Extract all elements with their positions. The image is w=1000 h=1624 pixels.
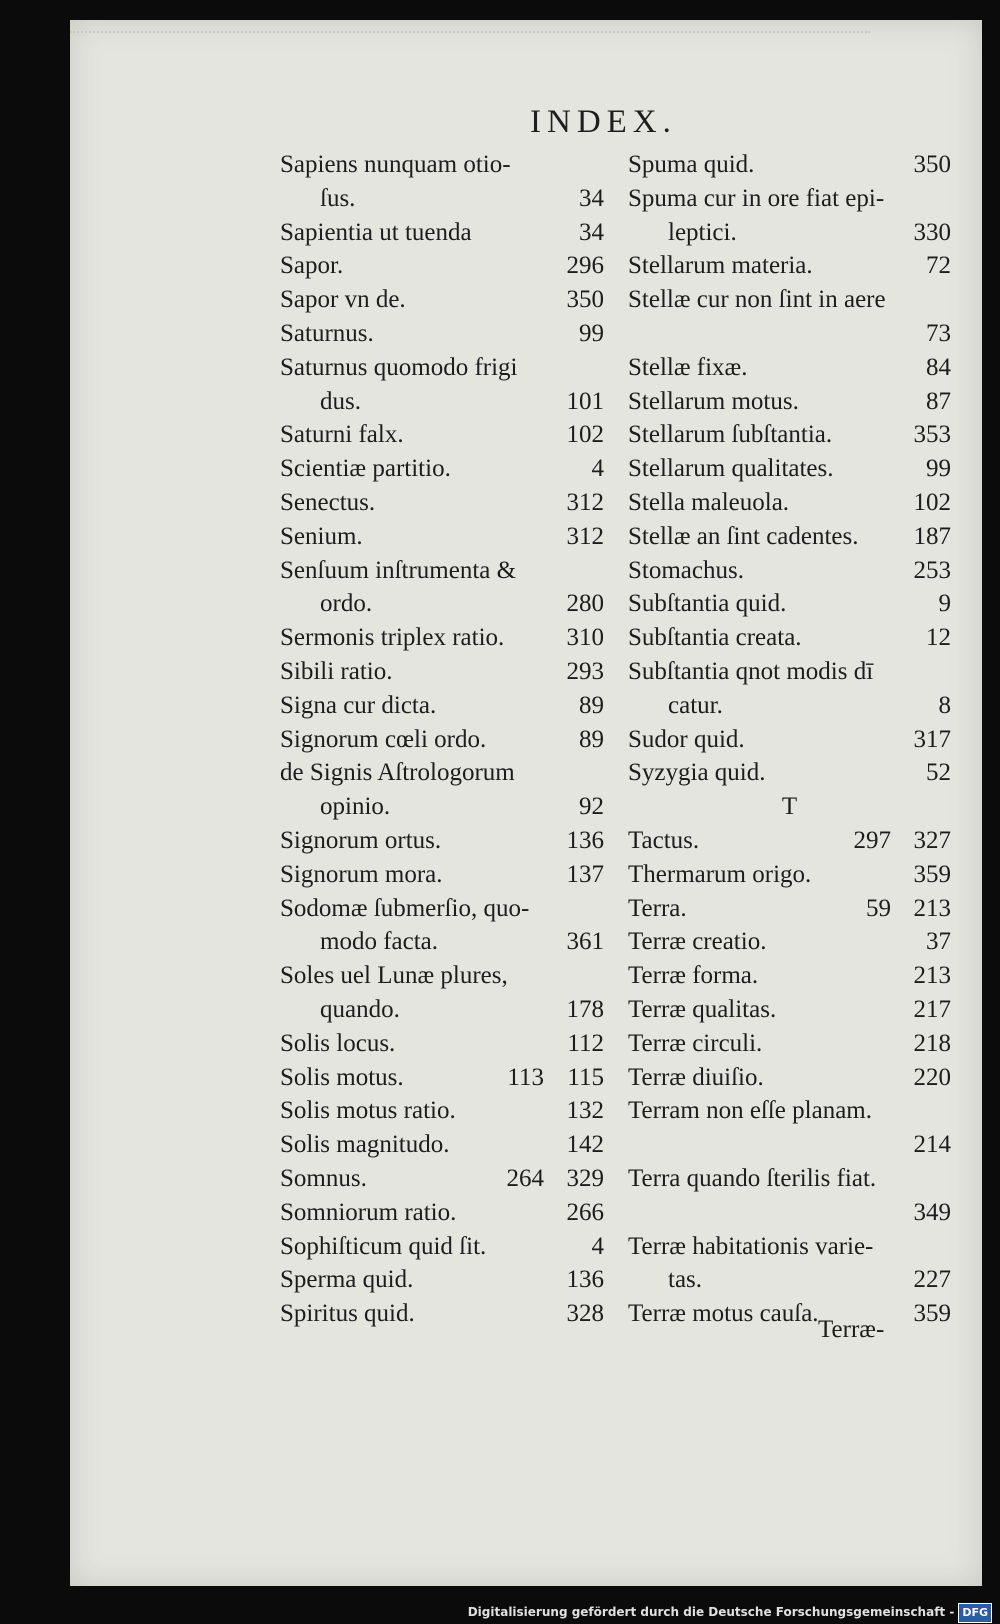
entry-page-ref: 327 (913, 826, 951, 854)
entry-page-ref: 253 (913, 556, 951, 584)
entry-term: de Signis Aſtrologorum (280, 759, 515, 787)
entry-page-ref: 178 (566, 995, 604, 1023)
entry-term: Stellæ an ſint cadentes. (628, 522, 859, 550)
entry-page-ref-secondary: 264 (506, 1164, 544, 1192)
entry-page-ref: 280 (566, 590, 604, 618)
index-entry (280, 486, 604, 520)
entry-page-ref: 112 (567, 1029, 604, 1057)
entry-page-ref: 217 (913, 995, 951, 1023)
entry-term: Stellarum qualitates. (628, 455, 834, 483)
entry-term: Stellarum motus. (628, 387, 799, 415)
index-entry (280, 249, 604, 283)
entry-term: opinio. (320, 793, 391, 821)
entry-term: Terræ qualitas. (628, 995, 777, 1023)
entry-term: Terra quando ſterilis fiat. (628, 1164, 877, 1192)
entry-term: Stellæ fixæ. (628, 353, 748, 381)
page-edge-dots (70, 31, 870, 33)
entry-term: Solis motus. (280, 1063, 404, 1091)
index-entry (280, 723, 604, 757)
index-entry (280, 182, 604, 216)
index-entry (628, 1061, 951, 1095)
index-entry (628, 317, 951, 351)
index-entry (280, 1162, 604, 1196)
entry-term: Sophiſticum quid ſit. (280, 1232, 487, 1260)
entry-page-ref: 87 (926, 387, 951, 415)
entry-page-ref: 361 (566, 928, 604, 956)
entry-page-ref: 99 (926, 455, 951, 483)
entry-page-ref: 227 (913, 1266, 951, 1294)
entry-page-ref: 34 (579, 184, 604, 212)
entry-term: modo facta. (320, 928, 439, 956)
entry-term: Tactus. (628, 826, 700, 854)
entry-page-ref: 310 (566, 624, 604, 652)
entry-page-ref-secondary: 113 (507, 1063, 544, 1091)
entry-page-ref: 89 (579, 725, 604, 753)
index-entry (628, 1027, 951, 1061)
entry-term: Stella maleuola. (628, 488, 790, 516)
index-entry (280, 621, 604, 655)
index-entry (628, 418, 951, 452)
entry-term: Stomachus. (628, 556, 744, 584)
entry-term: Sapientia ut tuenda (280, 218, 472, 246)
index-entry (280, 655, 604, 689)
entry-term: Sapor. (280, 252, 344, 280)
index-entry (628, 824, 951, 858)
index-entry (280, 1297, 604, 1331)
entry-term: tas. (668, 1266, 703, 1294)
index-entry (628, 1128, 951, 1162)
entry-term: Terram non eſſe planam. (628, 1097, 872, 1125)
entry-term: Stellarum materia. (628, 252, 813, 280)
index-entry (628, 148, 951, 182)
index-entry (280, 959, 604, 993)
entry-term: Solis magnitudo. (280, 1131, 450, 1159)
entry-page-ref: 137 (566, 860, 604, 888)
entry-page-ref: 12 (926, 624, 951, 652)
entry-term: Sudor quid. (628, 725, 745, 753)
entry-page-ref: 218 (913, 1029, 951, 1057)
entry-page-ref: 8 (938, 691, 951, 719)
entry-page-ref: 52 (926, 759, 951, 787)
dfg-logo: DFG (958, 1603, 992, 1623)
entry-page-ref: 102 (913, 488, 951, 516)
entry-term: Senium. (280, 522, 363, 550)
index-entry (280, 892, 604, 926)
entry-page-ref: 312 (566, 522, 604, 550)
index-entry (628, 925, 951, 959)
entry-page-ref: 328 (566, 1300, 604, 1328)
index-entry (280, 925, 604, 959)
entry-page-ref: 329 (566, 1164, 604, 1192)
entry-page-ref: 142 (566, 1131, 604, 1159)
entry-page-ref: 73 (926, 319, 951, 347)
index-entry (628, 689, 951, 723)
entry-term: Signa cur dicta. (280, 691, 437, 719)
index-entry (280, 1263, 604, 1297)
index-entry (280, 756, 604, 790)
index-entry (628, 182, 951, 216)
index-entry (280, 520, 604, 554)
index-entry (628, 1297, 951, 1331)
entry-page-ref: 213 (913, 962, 951, 990)
index-entry (628, 1196, 951, 1230)
entry-term: Terræ creatio. (628, 928, 767, 956)
entry-term: Signorum ortus. (280, 826, 442, 854)
entry-page-ref: 220 (913, 1063, 951, 1091)
catchword: Terræ- (818, 1316, 885, 1343)
entry-term: Solis motus ratio. (280, 1097, 456, 1125)
entry-page-ref: 84 (926, 353, 951, 381)
index-entry (280, 993, 604, 1027)
index-entry (628, 554, 951, 588)
entry-page-ref: 214 (913, 1131, 951, 1159)
index-entry (628, 385, 951, 419)
entry-page-ref: 293 (566, 657, 604, 685)
index-entry (628, 1230, 951, 1264)
index-entry (280, 587, 604, 621)
entry-term: Senſuum inſtrumenta & (280, 556, 517, 584)
entry-term: Subſtantia quid. (628, 590, 787, 618)
index-entry (280, 283, 604, 317)
index-entry (280, 554, 604, 588)
entry-page-ref: 136 (566, 1266, 604, 1294)
index-entry (280, 1061, 604, 1095)
index-entry (280, 216, 604, 250)
entry-page-ref: 34 (579, 218, 604, 246)
entry-term: Sperma quid. (280, 1266, 414, 1294)
index-entry (280, 1196, 604, 1230)
entry-page-ref: 9 (938, 590, 951, 618)
entry-term: Sapor vn de. (280, 286, 406, 314)
index-entry (628, 1263, 951, 1297)
entry-term: Thermarum origo. (628, 860, 812, 888)
index-entry (280, 418, 604, 452)
entry-page-ref: 102 (566, 421, 604, 449)
entry-page-ref-secondary: 59 (866, 894, 891, 922)
entry-term: catur. (668, 691, 723, 719)
index-column-right (628, 148, 951, 1331)
index-entry (628, 621, 951, 655)
entry-term: ſus. (320, 184, 356, 212)
index-entry (628, 723, 951, 757)
entry-page-ref: 4 (591, 455, 604, 483)
entry-term: ordo. (320, 590, 373, 618)
index-entry (280, 824, 604, 858)
entry-term: Terræ diuiſio. (628, 1063, 764, 1091)
index-entry (628, 959, 951, 993)
index-entry (628, 1094, 951, 1128)
entry-term: Stellæ cur non ſint in aere (628, 286, 886, 314)
entry-term: Somniorum ratio. (280, 1198, 457, 1226)
entry-page-ref: 92 (579, 793, 604, 821)
entry-term: Signorum mora. (280, 860, 443, 888)
index-entry (628, 486, 951, 520)
entry-page-ref: 349 (913, 1198, 951, 1226)
entry-term: Senectus. (280, 488, 376, 516)
entry-term: Sermonis triplex ratio. (280, 624, 505, 652)
entry-term: Somnus. (280, 1164, 367, 1192)
entry-page-ref: 359 (913, 1300, 951, 1328)
entry-term: Stellarum ſubſtantia. (628, 421, 833, 449)
entry-page-ref: 330 (913, 218, 951, 246)
section-letter (628, 790, 951, 824)
index-entry (628, 587, 951, 621)
index-entry (628, 858, 951, 892)
footer-text: Digitalisierung gefördert durch die Deutsche Forschungsgemeinschaft - (467, 1605, 955, 1619)
entry-term: Subſtantia creata. (628, 624, 802, 652)
index-entry (628, 520, 951, 554)
index-entry (628, 216, 951, 250)
index-entry (280, 858, 604, 892)
index-entry (628, 249, 951, 283)
entry-page-ref: 37 (926, 928, 951, 956)
entry-term: Sodomæ ſubmerſio, quo- (280, 894, 530, 922)
index-entry (280, 385, 604, 419)
entry-page-ref: 115 (567, 1063, 604, 1091)
entry-term: Saturnus. (280, 319, 374, 347)
entry-term: Scientiæ partitio. (280, 455, 451, 483)
entry-page-ref: 136 (566, 826, 604, 854)
entry-page-ref: 4 (591, 1232, 604, 1260)
index-entry (628, 283, 951, 317)
index-entry (280, 1128, 604, 1162)
entry-term: Saturni falx. (280, 421, 404, 449)
entry-term: Terræ habitationis varie- (628, 1232, 874, 1260)
entry-page-ref: 132 (566, 1097, 604, 1125)
index-entry (280, 148, 604, 182)
index-entry (280, 790, 604, 824)
index-entry (280, 351, 604, 385)
index-entry (280, 1230, 604, 1264)
entry-page-ref: 317 (913, 725, 951, 753)
entry-page-ref: 187 (913, 522, 951, 550)
entry-page-ref: 99 (579, 319, 604, 347)
entry-term: Spiritus quid. (280, 1300, 415, 1328)
entry-term: Soles uel Lunæ plures, (280, 962, 508, 990)
entry-page-ref: 350 (913, 151, 951, 178)
entry-term: Sapiens nunquam otio- (280, 151, 511, 178)
entry-term: Syzygia quid. (628, 759, 766, 787)
index-entry (628, 756, 951, 790)
entry-term: Terræ forma. (628, 962, 759, 990)
entry-page-ref-secondary: 297 (853, 826, 891, 854)
entry-page-ref: 89 (579, 691, 604, 719)
entry-term: Terræ motus cauſa. (628, 1300, 819, 1328)
page-header: INDEX. (530, 104, 677, 140)
entry-page-ref: 101 (566, 387, 604, 415)
index-entry (280, 1094, 604, 1128)
index-entry (628, 351, 951, 385)
entry-page-ref: 296 (566, 252, 604, 280)
entry-page-ref: 266 (566, 1198, 604, 1226)
index-entry (280, 689, 604, 723)
index-entry (628, 993, 951, 1027)
entry-page-ref: 359 (913, 860, 951, 888)
entry-term: Subſtantia qnot modis dī (628, 657, 874, 685)
index-entry (280, 317, 604, 351)
entry-term: Terra. (628, 894, 687, 922)
entry-term: Saturnus quomodo frigi (280, 353, 518, 381)
entry-term: Terræ circuli. (628, 1029, 763, 1057)
entry-page-ref: 350 (566, 286, 604, 314)
entry-term: Signorum cœli ordo. (280, 725, 487, 753)
entry-term: Spuma quid. (628, 151, 755, 178)
index-entry (628, 1162, 951, 1196)
entry-page-ref: 353 (913, 421, 951, 449)
entry-term: dus. (320, 387, 361, 415)
entry-page-ref: 72 (926, 252, 951, 280)
index-entry (628, 892, 951, 926)
entry-page-ref: 312 (566, 488, 604, 516)
entry-term: Sibili ratio. (280, 657, 393, 685)
entry-term: leptici. (668, 218, 737, 246)
entry-term: quando. (320, 995, 400, 1023)
entry-term: Solis locus. (280, 1029, 396, 1057)
index-entry (628, 452, 951, 486)
index-entry (280, 1027, 604, 1061)
index-column-left (280, 148, 604, 1331)
index-entry (280, 452, 604, 486)
entry-page-ref: 213 (913, 894, 951, 922)
index-entry (628, 655, 951, 689)
digitization-footer (468, 1603, 992, 1621)
entry-term: Spuma cur in ore fiat epi- (628, 184, 885, 212)
entry-term: T (781, 793, 798, 821)
